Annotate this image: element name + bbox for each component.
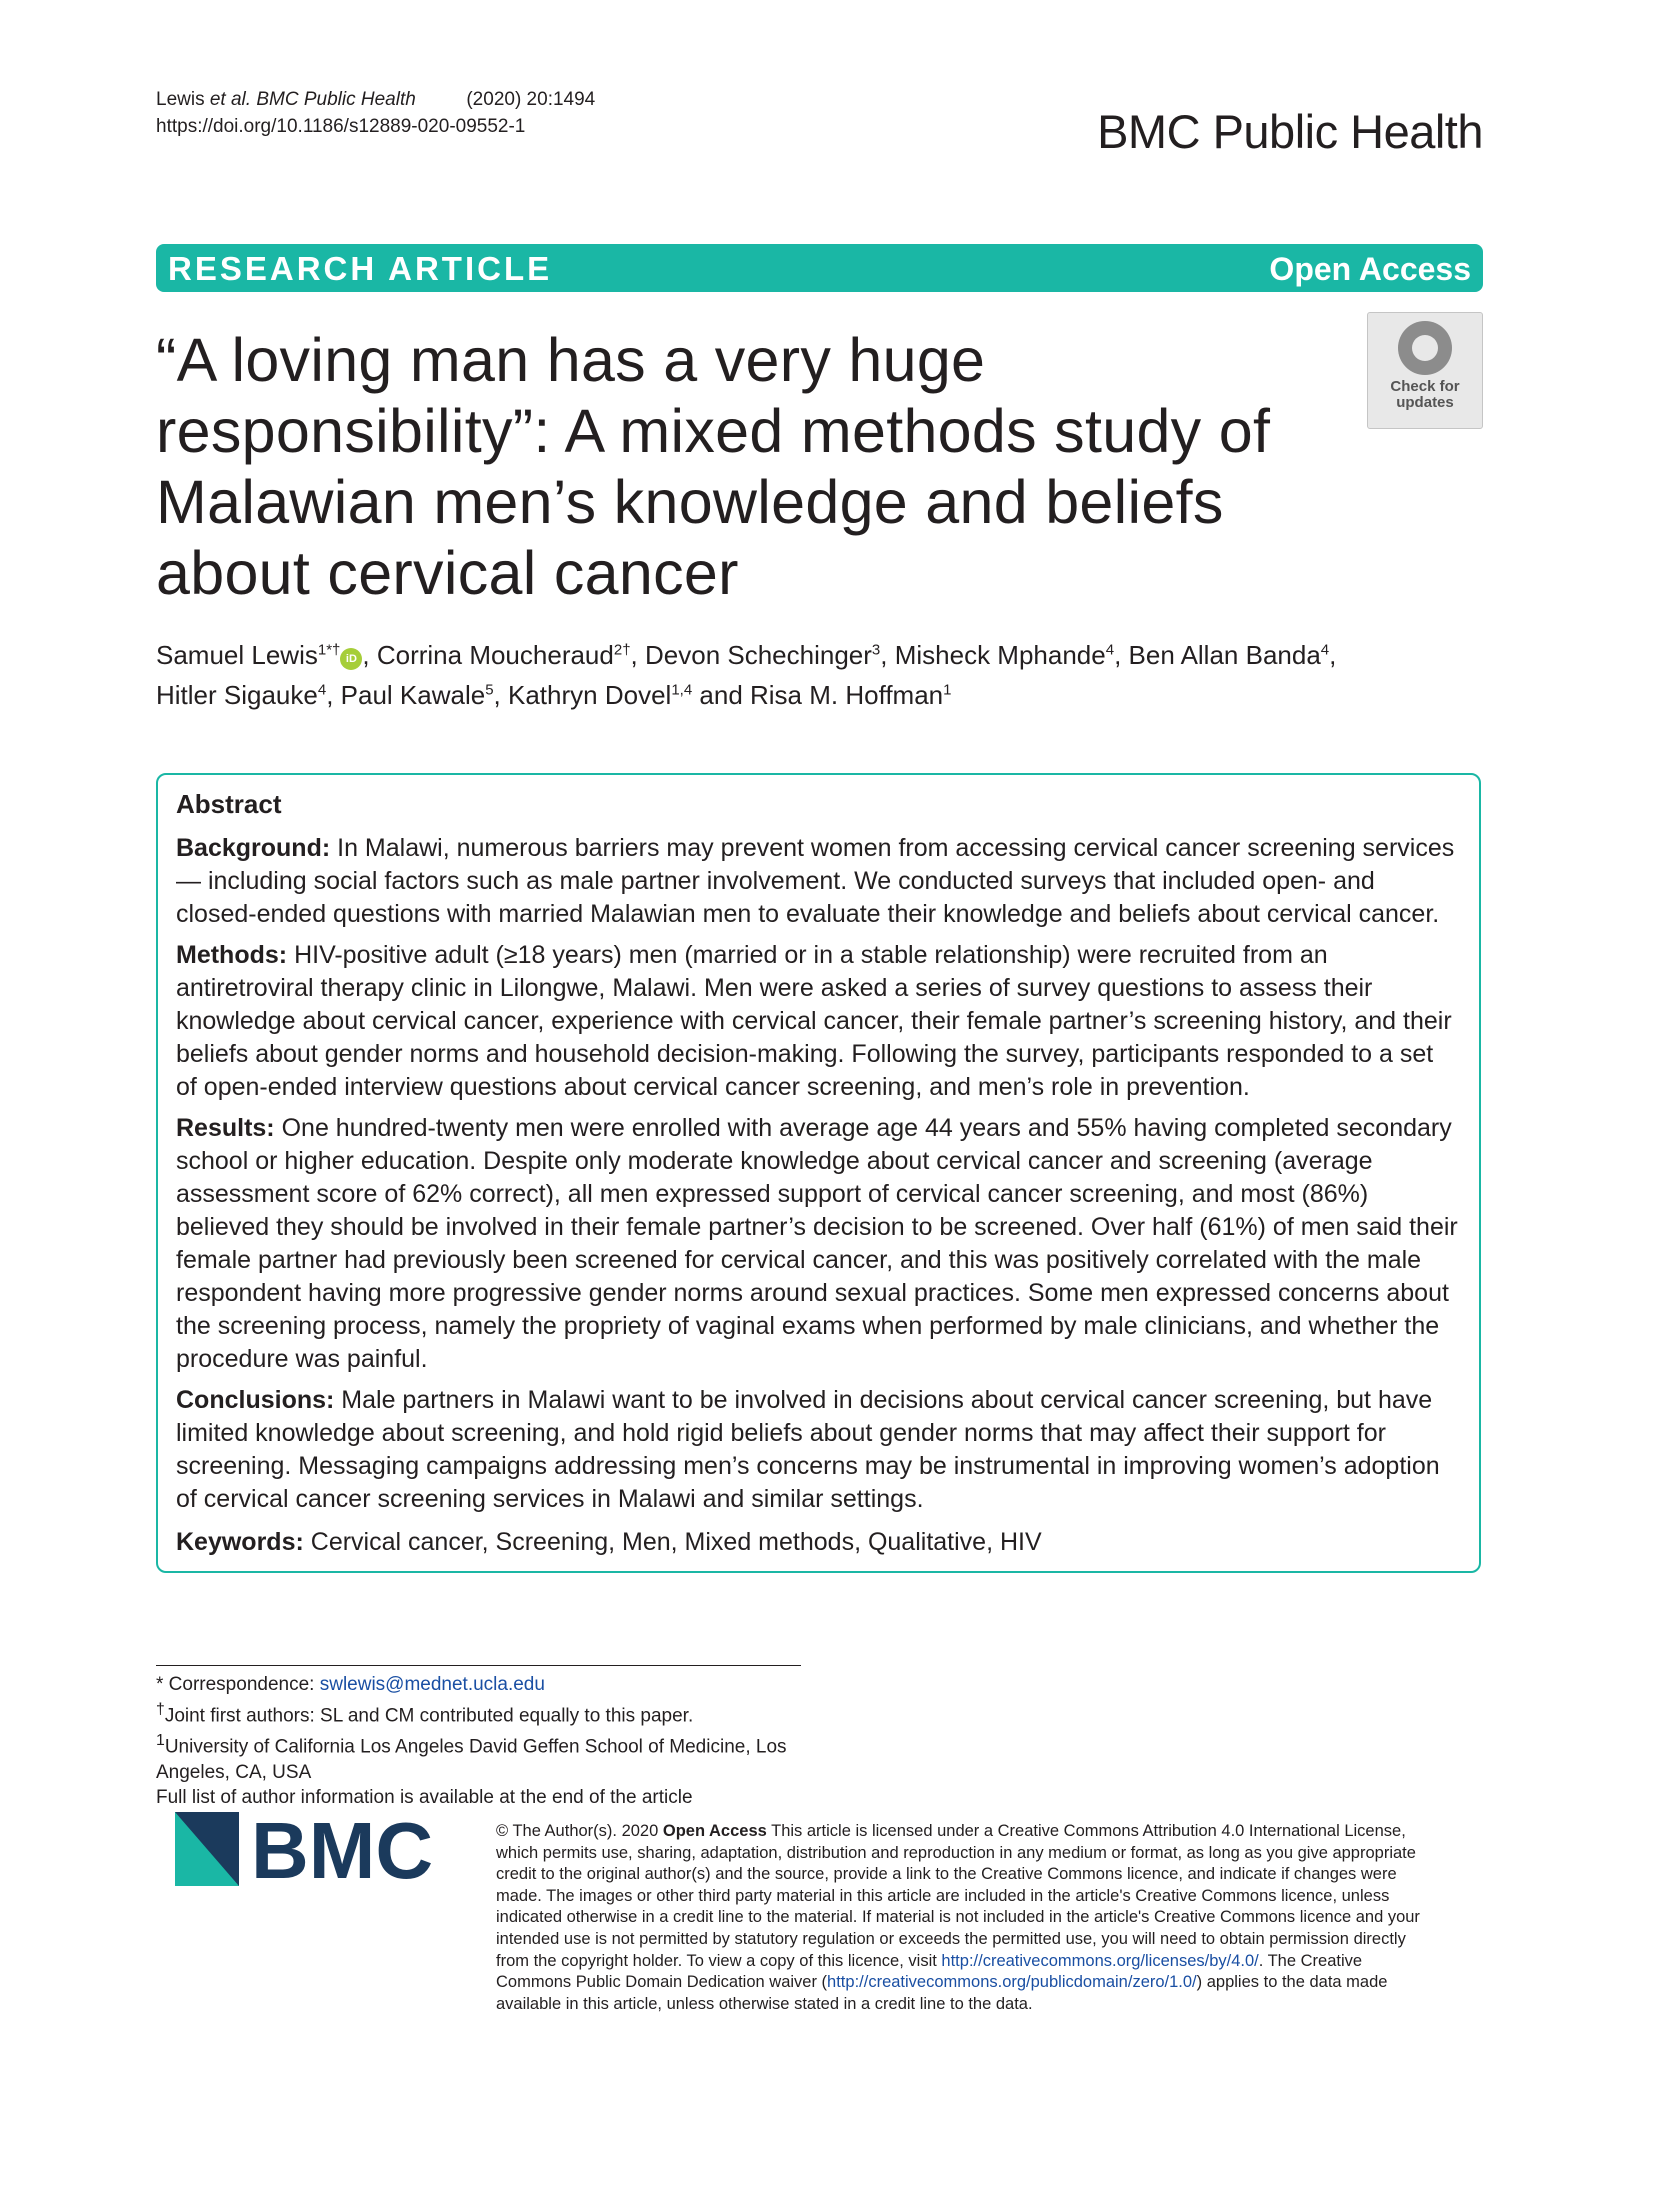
- abstract-results: [176, 1112, 1461, 1376]
- footnotes: [156, 1672, 816, 1810]
- article-type-label: RESEARCH ARTICLE: [168, 250, 553, 287]
- author-affiliation-mark: 4: [1105, 641, 1115, 659]
- journal-name: BMC Public Health: [1097, 105, 1483, 158]
- affiliation-note: University of California Los Angeles David Geffen School of Medicine, Los Angeles, CA, USA: [156, 1736, 787, 1783]
- author-list: Samuel Lewis$^{1*\dagger}$iD , Corrina Moucheraud$^{2\dagger}$, Devon Schechinger$^3$, Misheck Mphande$^4$, Ben Allan Banda$^4$, Hitler Sigauke$^4$, Paul Kawale$^5$, Kathryn Dovel$^{1,4}$ and Risa M. Hoffman$^1$: [156, 640, 1337, 710]
- author-affiliation-mark: 4: [317, 681, 327, 699]
- license-text: [496, 1821, 1436, 2015]
- abstract-methods-text: HIV-positive adult (≥18 years) men (married or in a stable relationship) were recruited from an antiretroviral therapy clinic in Lilongwe, Malawi. Men were asked a series of survey questions to assess their knowledge about cervical cancer, experience with cervical cancer, their female partner’s screening history, and their beliefs about gender norms and household decision-making. Following the survey, participants responded to a set of open-ended interview questions about cervical cancer screening, and men’s role in prevention.: [176, 941, 1452, 1101]
- author-name: Ben Allan Banda: [1128, 640, 1321, 670]
- abstract-methods: [176, 939, 1461, 1104]
- orcid-icon[interactable]: iD: [340, 648, 362, 670]
- license-body-2: . The Creative Commons Public Domain Dedication waiver (: [496, 1951, 1363, 1992]
- doi-link[interactable]: https://doi.org/10.1186/s12889-020-09552-1: [156, 116, 526, 137]
- abstract-methods-label: Methods:: [176, 941, 288, 969]
- abstract-background-text: In Malawi, numerous barriers may prevent women from accessing cervical cancer screening services — including social factors such as male partner involvement. We conducted surveys that included open- and closed-ended questions with married Malawian men to evaluate their knowledge and beliefs about cervical cancer.: [176, 834, 1455, 928]
- license-open-access: Open Access: [662, 1822, 767, 1840]
- joint-author-mark: †: [156, 1701, 165, 1718]
- author-affiliation-mark: 1*†: [317, 641, 341, 659]
- bmc-logo-text: BMC: [251, 1812, 434, 1894]
- citation-journal: BMC Public Health: [256, 89, 416, 110]
- author-name: Devon Schechinger: [645, 640, 872, 670]
- abstract-background: [176, 832, 1461, 931]
- citation-etal: et al.: [209, 89, 252, 110]
- citation-year-volume: (2020) 20:1494: [466, 89, 596, 110]
- author-affiliation-mark: 4: [1320, 641, 1330, 659]
- abstract-background-label: Background:: [176, 834, 331, 862]
- correspondence-label: * Correspondence:: [156, 1674, 315, 1695]
- abstract-keywords-text: Cervical cancer, Screening, Men, Mixed methods, Qualitative, HIV: [310, 1528, 1042, 1556]
- check-updates-line1: Check for: [1390, 378, 1460, 395]
- author-name: Kathryn Dovel: [508, 680, 672, 710]
- joint-author-note: Joint first authors: SL and CM contributed equally to this paper.: [164, 1705, 694, 1727]
- author-name: Paul Kawale: [340, 680, 486, 710]
- bmc-logo-mark: [175, 1812, 465, 1894]
- check-for-updates-badge[interactable]: [1367, 312, 1483, 429]
- author-name: Risa M. Hoffman: [750, 680, 944, 710]
- license-body: This article is licensed under a Creative Commons Attribution 4.0 International License, which permits use, sharing, adaptation, distribution and reproduction in any medium or format, as long as you give appropriate credit to the original author(s) and the source, provide a link to the Creative Commons licence, and indicate if changes were made. The images or other third party material in this article are included in the article's Creative Commons licence, unless indicated otherwise in a credit line to the material. If material is not included in the article's Creative Commons licence and your intended use is not permitted by statutory regulation or exceeds the permitted use, you will need to obtain permission directly from the copyright holder. To view a copy of this licence, visit: [496, 1822, 1420, 1970]
- bmc-logo: [175, 1812, 465, 1894]
- author-affiliation-mark: 1,4: [671, 681, 693, 699]
- license-copyright: © The Author(s). 2020: [496, 1822, 659, 1840]
- abstract-conclusions-text: Male partners in Malawi want to be involved in decisions about cervical cancer screening, but have limited knowledge about screening, and hold rigid beliefs about gender norms that may affect their support for screening. Messaging campaigns addressing men’s concerns may be instrumental in improving women’s adoption of cervical cancer screening services in Malawi and similar settings.: [176, 1386, 1440, 1513]
- license-body-3: ) applies to the data made available in this article, unless otherwise stated in a credit line to the data.: [496, 1973, 1388, 2013]
- author-affiliation-mark: 2†: [613, 641, 631, 659]
- author-name: Hitler Sigauke: [156, 680, 318, 710]
- abstract-keywords-label: Keywords:: [176, 1528, 304, 1556]
- author-affiliation-mark: 3: [871, 641, 881, 659]
- author-name: Corrina Moucheraud: [376, 640, 614, 670]
- author-affiliation-mark: 1: [943, 681, 952, 699]
- footnote-divider: [156, 1665, 801, 1666]
- check-updates-icon: [1398, 321, 1452, 375]
- abstract-conclusions: [176, 1384, 1461, 1516]
- citation-authors: Lewis: [156, 89, 205, 110]
- check-updates-line2: updates: [1396, 394, 1454, 411]
- correspondence-email-link[interactable]: swlewis@mednet.ucla.edu: [319, 1674, 545, 1695]
- abstract-results-text: One hundred-twenty men were enrolled with average age 44 years and 55% having completed secondary school or higher education. Despite only moderate knowledge about cervical cancer and screening (average assessment score of 62% correct), all men expressed support of cervical cancer screening, and most (86%) believed they should be involved in their female partner’s decision to be screened. Over half (61%) of men said their female partner had previously been screened for cervical cancer, and this was positively correlated with the male respondent having more progressive gender norms around sexual practices. Some men expressed concerns about the screening process, namely the propriety of vaginal exams when performed by male clinicians, and whether the procedure was painful.: [176, 1114, 1458, 1373]
- open-access-label: Open Access: [1269, 251, 1471, 287]
- author-affiliation-mark: 5: [485, 681, 494, 699]
- abstract-results-label: Results:: [176, 1114, 275, 1142]
- article-title: “A loving man has a very huge responsibility”: A mixed methods study of Malawian men’s knowledge and beliefs about cervical cancer: [156, 326, 1271, 607]
- author-name: Misheck Mphande: [894, 640, 1106, 670]
- affiliation-mark: 1: [156, 1732, 165, 1750]
- article-type-band: [156, 244, 1483, 292]
- abstract-conclusions-label: Conclusions:: [176, 1386, 335, 1414]
- full-list-note: Full list of author information is available at the end of the article: [156, 1786, 693, 1808]
- abstract-heading: Abstract: [176, 789, 282, 819]
- abstract-keywords: [176, 1526, 1461, 1559]
- license-url-link[interactable]: http://creativecommons.org/licenses/by/4.0/: [941, 1951, 1259, 1970]
- citation-header: [156, 86, 595, 140]
- public-domain-url-link[interactable]: http://creativecommons.org/publicdomain/zero/1.0/: [827, 1973, 1197, 1992]
- abstract-box: [156, 773, 1481, 1573]
- author-name: Samuel Lewis: [156, 640, 318, 670]
